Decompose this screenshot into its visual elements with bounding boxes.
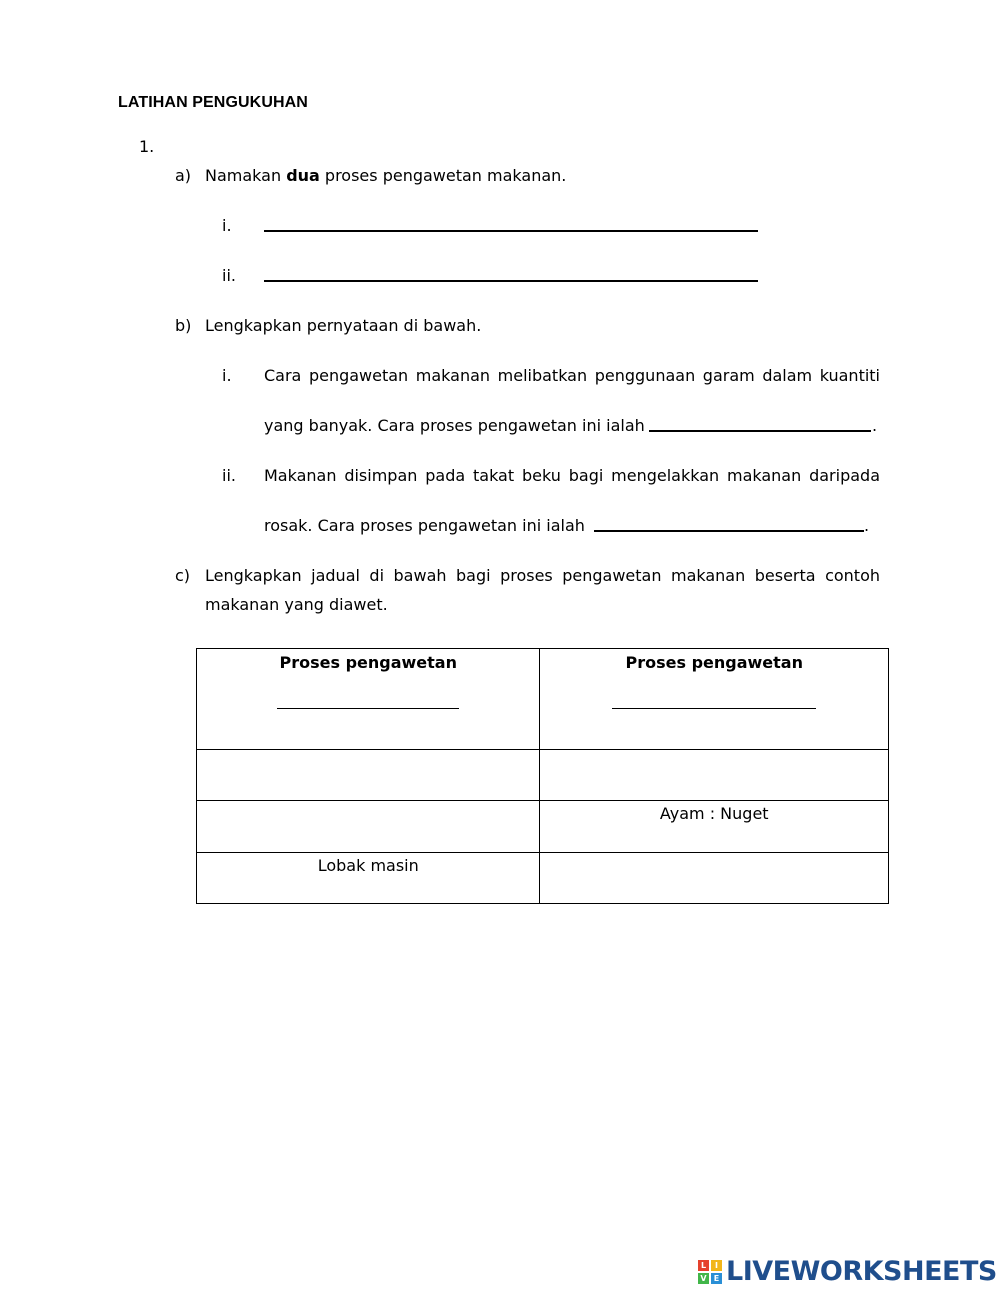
part-b-answer-line-2[interactable]: [594, 530, 864, 532]
table-header-label-1: Proses pengawetan: [279, 653, 457, 672]
table-cell-text: Ayam : Nuget: [659, 804, 769, 823]
table-header-cell-2: [540, 649, 889, 750]
preservation-table: [196, 648, 889, 904]
part-b-instruction: Lengkapkan pernyataan di bawah.: [205, 316, 482, 335]
table-header-answer-line-2[interactable]: [612, 708, 816, 709]
table-row: [197, 853, 889, 904]
table-header-answer-line-1[interactable]: [277, 708, 459, 709]
logo-tile: I: [711, 1260, 722, 1271]
part-b-item-2-number: ii.: [222, 466, 236, 485]
part-b-item-2-line-1: Makanan disimpan pada takat beku bagi mengelakkan makanan daripada: [264, 466, 880, 485]
part-a-answer-line-1[interactable]: [264, 230, 758, 232]
table-row: [197, 801, 889, 853]
part-a-text-bold: dua: [286, 166, 320, 185]
part-c-line-2: makanan yang diawet.: [205, 595, 388, 614]
part-b-period-1: .: [872, 416, 878, 435]
table-cell[interactable]: [540, 853, 889, 904]
part-b-label: b): [175, 316, 192, 335]
table-cell: [540, 801, 889, 853]
part-c-label: c): [175, 566, 191, 585]
part-b-answer-line-1[interactable]: [649, 430, 871, 432]
table-cell: [197, 853, 540, 904]
logo-tiles-icon: [698, 1260, 722, 1284]
part-a-text-before: Namakan: [205, 166, 287, 185]
part-a-answer-line-2[interactable]: [264, 280, 758, 282]
logo-text: LIVEWORKSHEETS: [726, 1256, 997, 1287]
question-number: 1.: [139, 137, 155, 156]
part-b-item-1-number: i.: [222, 366, 232, 385]
table-header-cell-1: [197, 649, 540, 750]
logo-tile: V: [698, 1273, 709, 1284]
part-a-item-2-number: ii.: [222, 266, 236, 285]
worksheet-title: LATIHAN PENGUKUHAN: [118, 94, 308, 111]
part-b-item-1-line-1: Cara pengawetan makanan melibatkan penggunaan garam dalam kuantiti: [264, 366, 880, 385]
part-b-item-2-line-2: rosak. Cara proses pengawetan ini ialah: [264, 516, 585, 535]
table-cell[interactable]: [540, 750, 889, 801]
table-cell[interactable]: [197, 801, 540, 853]
part-a-question: [205, 166, 566, 186]
table-header-label-2: Proses pengawetan: [625, 653, 803, 672]
logo-tile: E: [711, 1273, 722, 1284]
logo-tile: L: [698, 1260, 709, 1271]
table-row: [197, 750, 889, 801]
part-a-label: a): [175, 166, 192, 185]
table-cell[interactable]: [197, 750, 540, 801]
part-a-item-1-number: i.: [222, 216, 232, 235]
part-b-period-2: .: [864, 516, 870, 535]
table-cell-text: Lobak masin: [317, 856, 419, 875]
part-c-line-1: Lengkapkan jadual di bawah bagi proses pengawetan makanan beserta contoh: [205, 566, 880, 585]
table-header-row: [197, 649, 889, 750]
liveworksheets-logo: [698, 1256, 997, 1287]
part-a-text-after: proses pengawetan makanan.: [319, 166, 567, 185]
part-b-item-1-line-2: yang banyak. Cara proses pengawetan ini ialah: [264, 416, 645, 435]
